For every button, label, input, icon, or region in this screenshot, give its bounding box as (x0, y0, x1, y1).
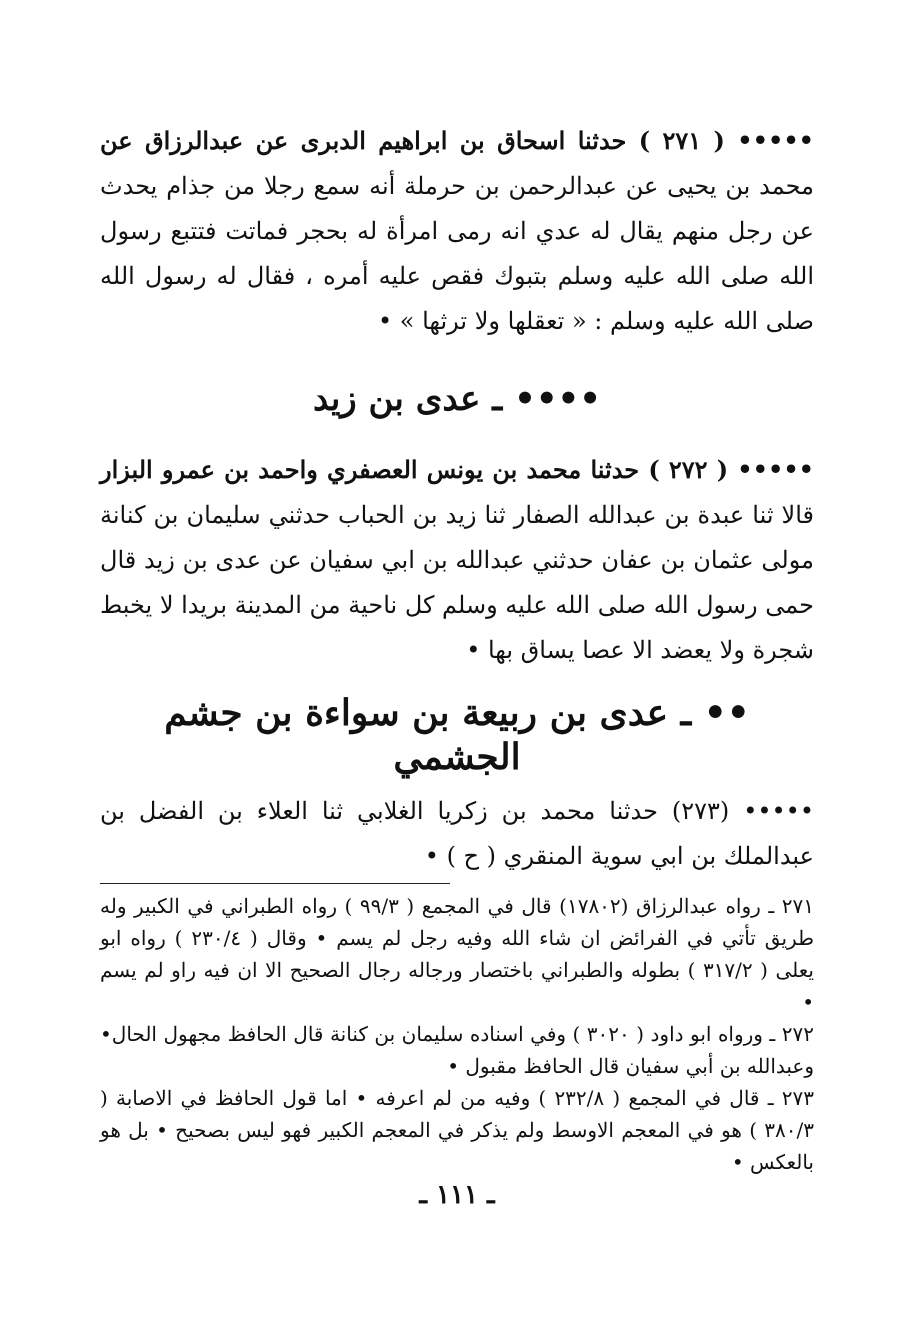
section-heading-adi-ibn-rabia: •• ـ عدى بن ربيعة بن سواءة بن جشم الجشمي (164, 692, 750, 778)
hadith-272 (100, 447, 814, 673)
footnote-272: ٢٧٢ ـ ورواه ابو داود ( ٣٠٢٠ ) وفي اسناده سليمان بن كنانة قال الحافظ مجهول الحال• وعبدالله بن أبي سفيان قال الحافظ مقبول • (100, 1022, 814, 1078)
footnotes (100, 890, 814, 1178)
footnote-separator-wrap (100, 879, 814, 890)
hadith-272-body: قالا ثنا عبدة بن عبدالله الصفار ثنا زيد بن الحباب حدثني سليمان بن كنانة مولى عثمان بن عفان حدثني عبدالله بن ابي سفيان عن عدى بن زيد قال حمى رسول الله صلى الله عليه وسلم كل ناحية من المدينة بريدا لا يخبط شجرة ولا يعضد الا عصا يساق بها • (100, 501, 814, 664)
footnote-separator (100, 883, 450, 884)
section-heading-adi-ibn-zayd: •••• ـ عدى بن زيد (312, 379, 602, 419)
hadith-271-body: محمد بن يحيى عن عبدالرحمن بن حرملة أنه سمع رجلا من جذام يحدث عن رجل منهم يقال له عدي انه رمى امرأة له بحجر فماتت فتتبع رسول الله صلى الله عليه وسلم بتبوك فقص عليه أمره ، فقال له رسول الله صلى الله عليه وسلم : « تعقلها ولا ترثها » • (100, 172, 814, 335)
footnote-271: ٢٧١ ـ رواه عبدالرزاق (١٧٨٠٢) قال في المجمع ( ٩٩/٣ ) رواه الطبراني في الكبير وله طريق تأتي في الفرائض ان شاء الله وفيه رجل لم يسم • وقال ( ٢٣٠/٤ ) رواه ابو يعلى ( ٣١٧/٢ ) بطوله والطبراني باختصار ورجاله رجال الصحيح الا ان فيه راو لم يسم • (100, 894, 815, 1014)
hadith-271-lead: ••••• ( ٢٧١ ) حدثنا اسحاق بن ابراهيم الدبرى عن عبدالرزاق عن (100, 126, 814, 155)
page-number: ـ ١١١ ـ (419, 1180, 495, 1210)
main-text (100, 118, 814, 1178)
hadith-271 (100, 118, 814, 344)
footnote-273: ٢٧٣ ـ قال في المجمع ( ٢٣٢/٨ ) وفيه من لم اعرفه • اما قول الحافظ في الاصابة ( ٣٨٠/٣ ) هو في المعجم الاوسط ولم يذكر في المعجم الكبير فهو ليس بصحيح • بل هو بالعكس • (100, 1086, 814, 1174)
hadith-273: ••••• (٢٧٣) حدثنا محمد بن زكريا الغلابي ثنا العلاء بن الفضل بن عبدالملك بن ابي سوية المنقري ( ح ) • (100, 797, 814, 870)
hadith-272-lead: ••••• ( ٢٧٢ ) حدثنا محمد بن يونس العصفري واحمد بن عمرو البزار (100, 455, 815, 484)
